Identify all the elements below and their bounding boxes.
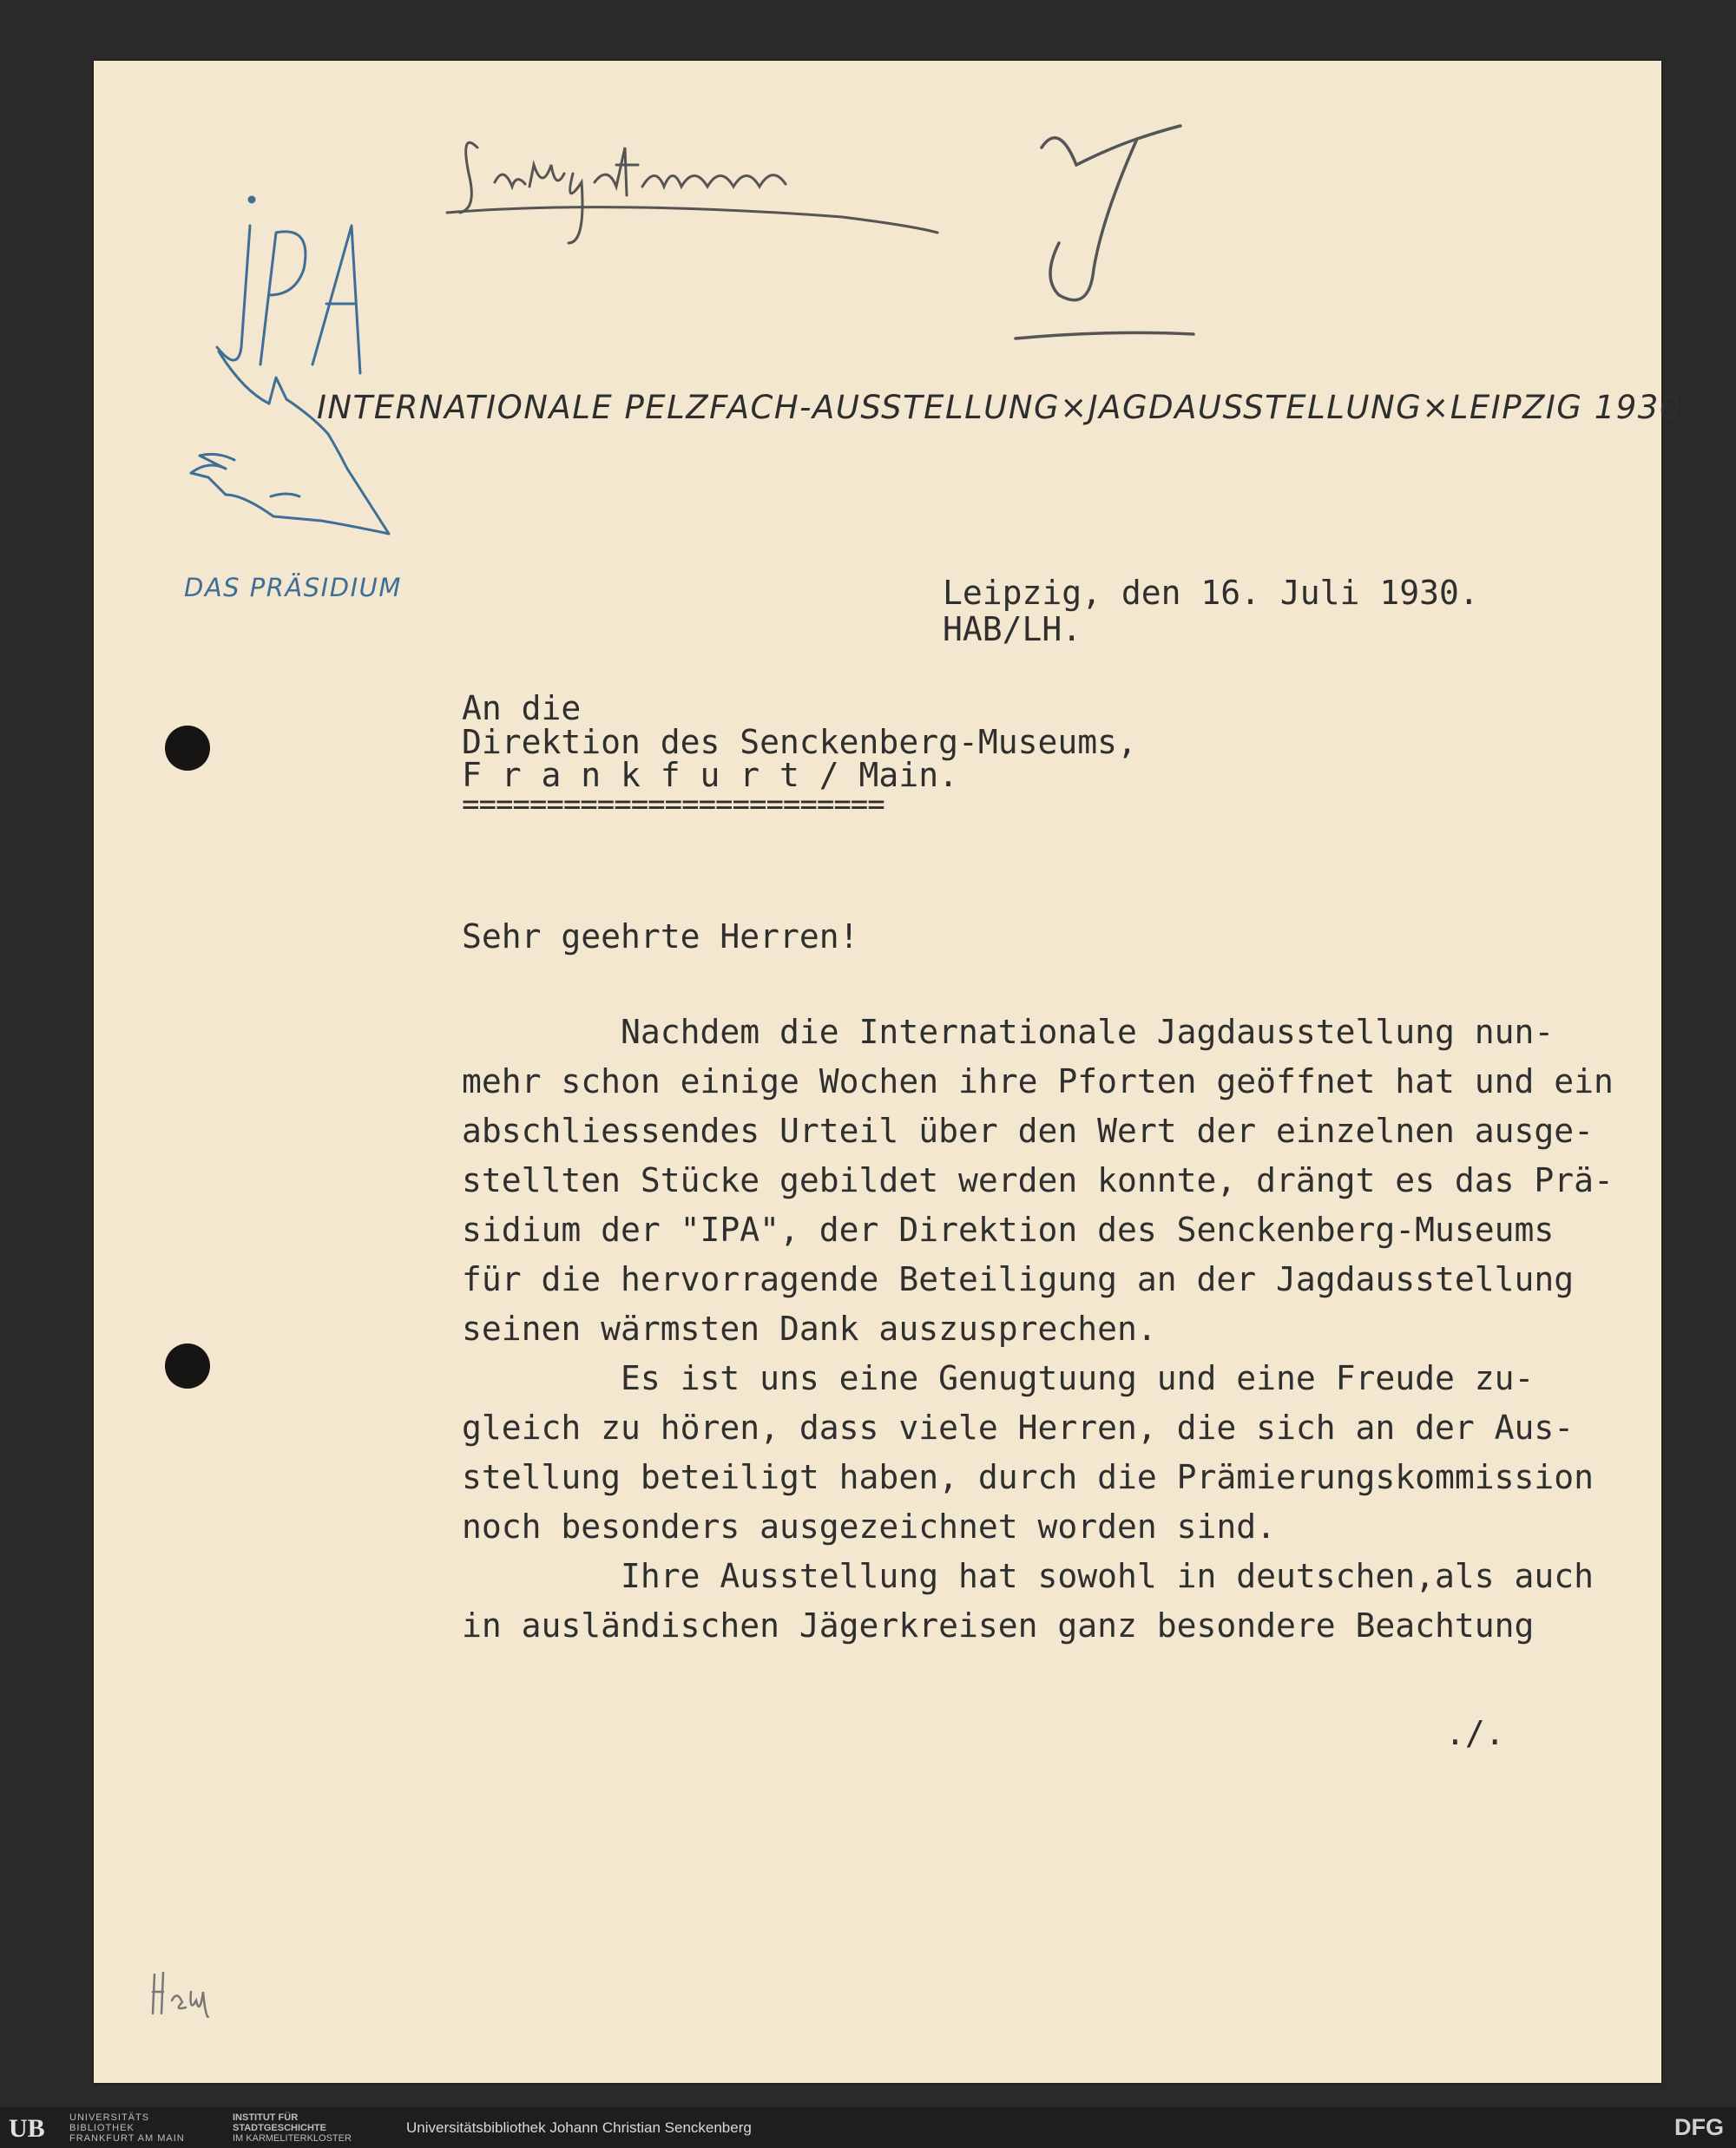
ipa-fox-logo (174, 174, 408, 555)
body-line: gleich zu hören, dass viele Herren, die sich an der Aus- (462, 1409, 1575, 1447)
reference-code: HAB/LH. (943, 610, 1082, 648)
place-date: Leipzig, den 16. Juli 1930. (943, 574, 1479, 612)
body-line: abschliessendes Urteil über den Wert der einzelnen ausge- (462, 1112, 1595, 1150)
body-line: stellten Stücke gebildet werden konnte, drängt es das Prä- (462, 1161, 1614, 1199)
punch-hole-bottom (165, 1343, 210, 1389)
letterhead-title: INTERNATIONALE PELZFACH-AUSSTELLUNG×JAGDAUSSTELLUNG×LEIPZIG 1930 (317, 389, 1681, 426)
body-line: in ausländischen Jägerkreisen ganz besondere Beachtung (462, 1606, 1535, 1645)
department-label: DAS PRÄSIDIUM (184, 573, 402, 602)
body-line: Nachdem die Internationale Jagdausstellung nun- (462, 1013, 1555, 1051)
body-line: stellung beteiligt haben, durch die Prämierungskommission (462, 1458, 1595, 1496)
salutation: Sehr geehrte Herren! (462, 917, 859, 956)
continuation-mark: ./. (1445, 1714, 1505, 1752)
handwritten-initials-margin (148, 1966, 217, 2018)
recipient-underline: ========================= (462, 787, 884, 822)
recipient-line: F r a n k f u r t / Main. (462, 756, 958, 794)
body-line: für die hervorragende Beteiligung an der Jagdausstellung (462, 1260, 1575, 1298)
recipient-line: An die (462, 689, 582, 727)
ub-logo: UB (9, 2114, 45, 2143)
dfg-logo: DFG (1674, 2114, 1724, 2140)
body-line: mehr schon einige Wochen ihre Pforten geöffnet hat und ein (462, 1062, 1614, 1100)
ub-name: UNIVERSITÄTS BIBLIOTHEK FRANKFURT AM MAIN (69, 2112, 185, 2144)
library-name: Universitätsbibliothek Johann Christian Senckenberg (406, 2119, 752, 2136)
body-line: sidium der "IPA", der Direktion des Senckenberg-Museums (462, 1211, 1555, 1249)
body-line: seinen wärmsten Dank auszusprechen. (462, 1310, 1157, 1348)
handwritten-note-saeugetiere (434, 113, 955, 252)
handwritten-mark-j (1007, 113, 1224, 347)
body-line: Ihre Ausstellung hat sowohl in deutschen,als auch (462, 1557, 1595, 1595)
body-line: Es ist uns eine Genugtuung und eine Freude zu- (462, 1359, 1535, 1397)
punch-hole-top (165, 726, 210, 771)
footer-bar (0, 2107, 1736, 2148)
institute-name: INSTITUT FÜR STADTGESCHICHTE IM KARMELITERKLOSTER (233, 2112, 352, 2144)
body-line: noch besonders ausgezeichnet worden sind. (462, 1508, 1276, 1546)
recipient-line: Direktion des Senckenberg-Museums, (462, 723, 1137, 761)
